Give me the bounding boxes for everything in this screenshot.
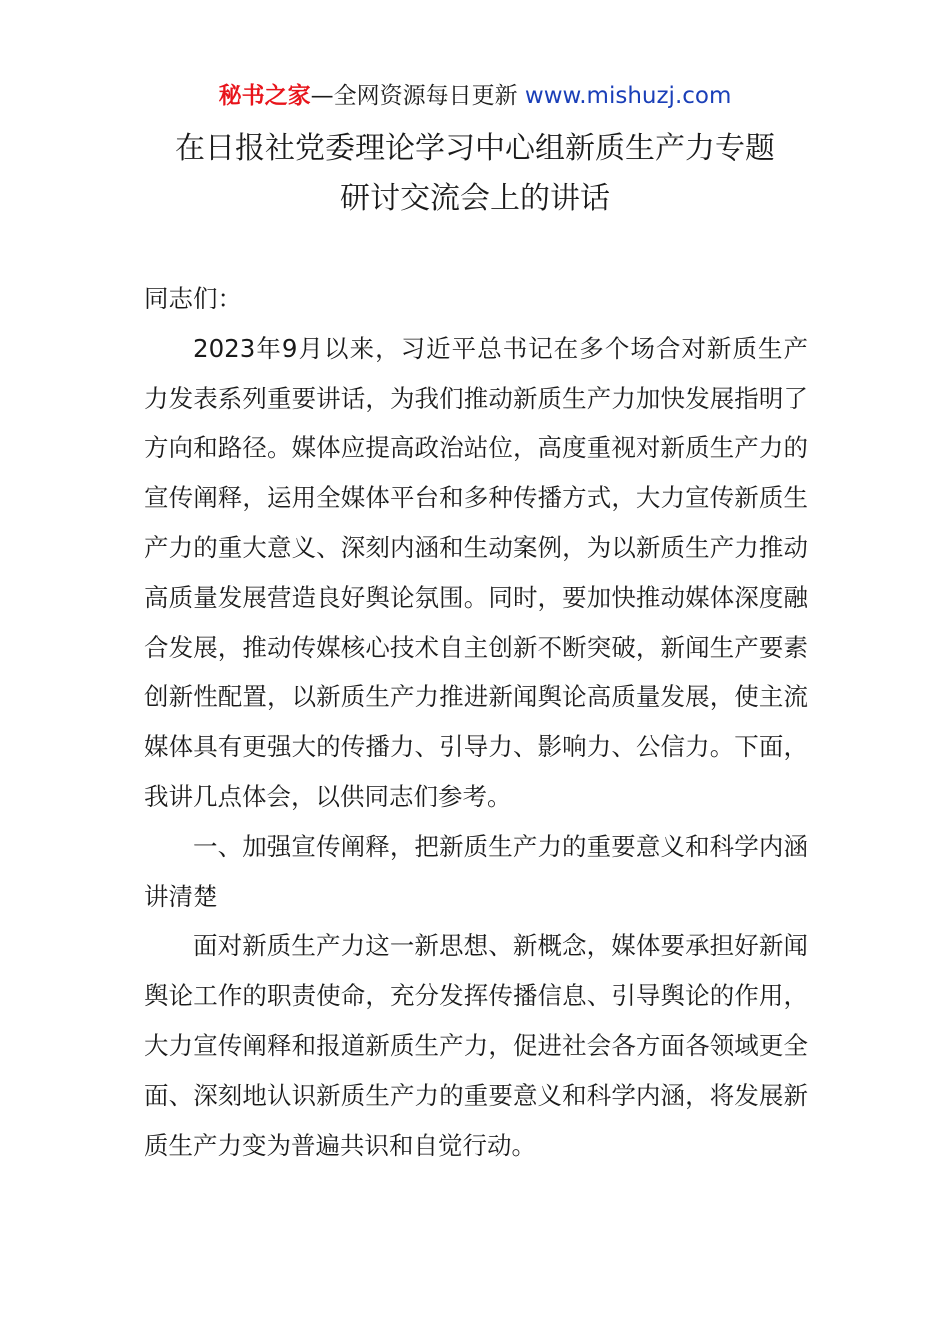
title-line-1: 在日报社党委理论学习中心组新质生产力专题 (175, 131, 775, 166)
salutation: 同志们： (144, 284, 242, 313)
paragraph-2: 面对新质生产力这一新思想、新概念，媒体要承担好新闻舆论工作的职责使命，充分发挥传播信息、引导舆论的作用，大力宣传阐释和报道新质生产力，促进社会各方面各领域更全面、深刻地认识新质生产力的重要意义和科学内涵，将发展新质生产力变为普遍共识和自觉行动。 (144, 931, 808, 1160)
section-heading-1: 一、加强宣传阐释，把新质生产力的重要意义和科学内涵讲清楚 (144, 831, 808, 911)
title-line-2: 研讨交流会上的讲话 (340, 181, 610, 216)
header-tagline: —全网资源每日更新 (310, 83, 525, 109)
paragraph-1: 2023年9月以来，习近平总书记在多个场合对新质生产力发表系列重要讲话，为我们推动新质生产力加快发展指明了方向和路径。媒体应提高政治站位，高度重视对新质生产力的宣传阐释，运用全媒体平台和多种传播方式，大力宣传新质生产力的重大意义、深刻内涵和生动案例，为以新质生产力推动高质量发展营造良好舆论氛围。同时，要加快推动媒体深度融合发展，推动传媒核心技术自主创新不断突破，新闻生产要素创新性配置，以新质生产力推进新闻舆论高质量发展，使主流媒体具有更强大的传播力、引导力、影响力、公信力。下面，我讲几点体会，以供同志们参考。 (144, 333, 808, 811)
brand-name: 秘书之家 (218, 83, 311, 109)
document-body (144, 274, 808, 1170)
site-link[interactable]: www.mishuzj.com (524, 83, 732, 109)
document-title (95, 124, 855, 224)
site-header (0, 80, 950, 112)
